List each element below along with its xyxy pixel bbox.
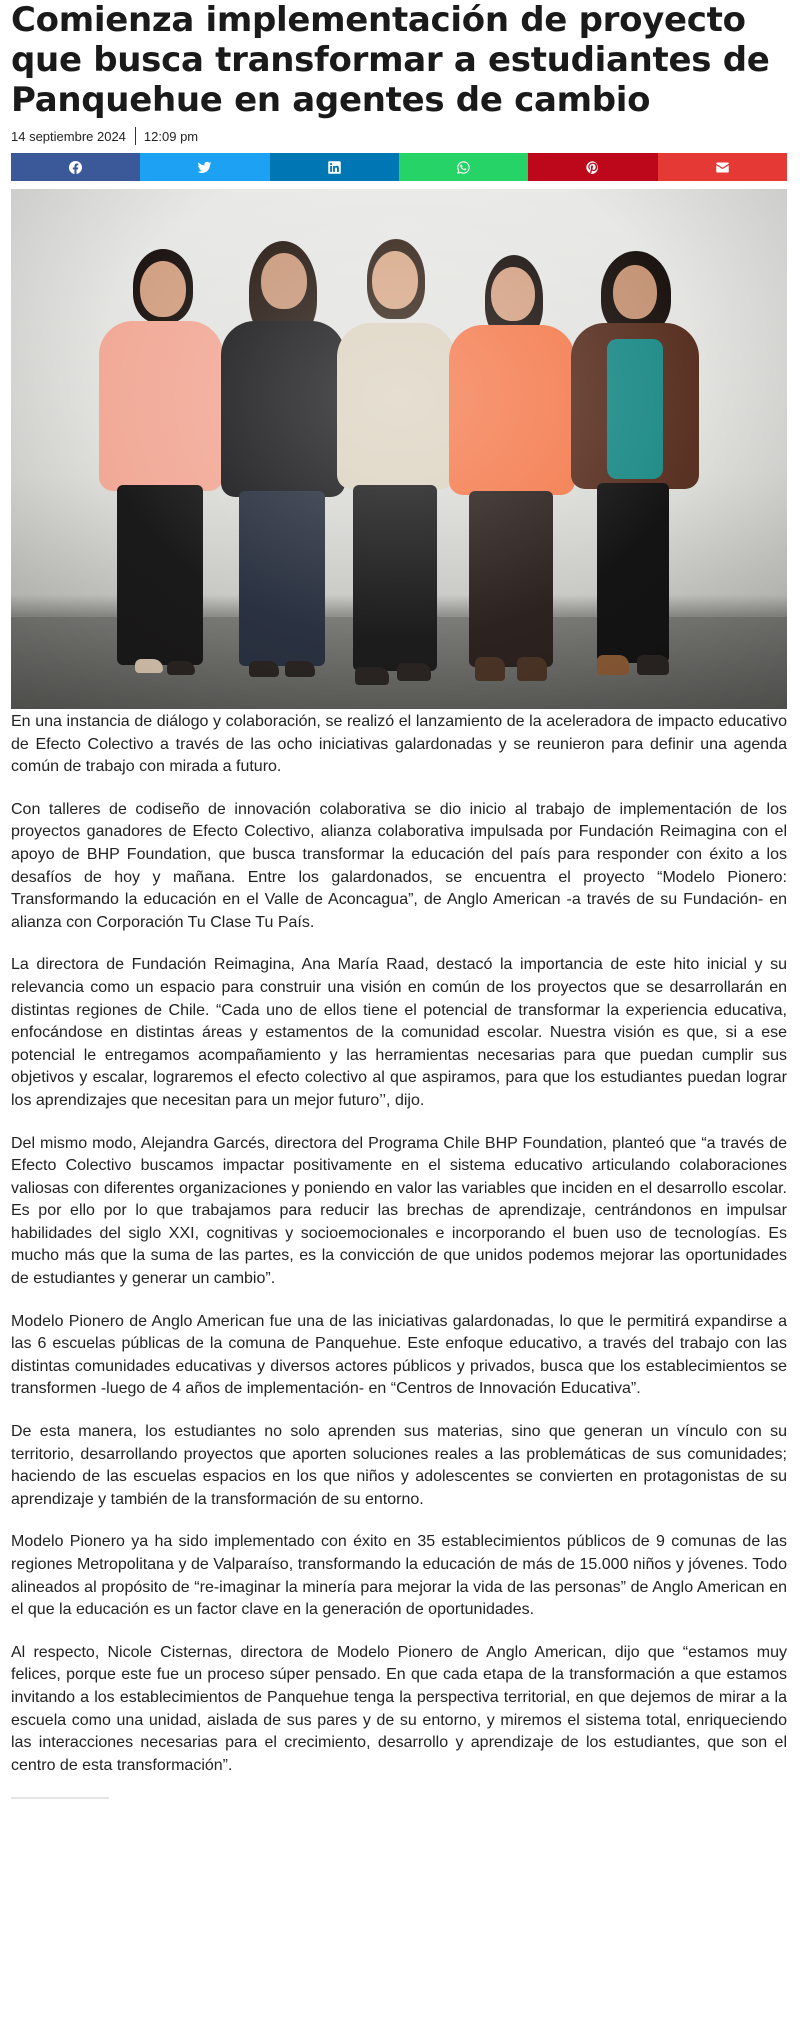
share-pinterest-button[interactable] — [528, 153, 657, 181]
twitter-icon — [197, 160, 212, 175]
share-linkedin-button[interactable] — [270, 153, 399, 181]
article — [11, 0, 787, 1799]
paragraph-2: Con talleres de codiseño de innovación colaborativa se dio inicio al trabajo de implementación de los proyectos ganadores de Efecto Colectivo, alianza colaborativa impulsada por Fundación Reimagina con el apoyo de BHP Foundation, que busca transformar la educación del país para responder con éxito a los desafíos de hoy y mañana. Entre los galardonados, se encuentra el proyecto “Modelo Pionero: Transformando la educación en el Valle de Aconcagua”, de Anglo American -a través de su Fundación- en alianza con Corporación Tu Clase Tu País. — [11, 800, 787, 931]
share-facebook-button[interactable] — [11, 153, 140, 181]
paragraph-7: Modelo Pionero ya ha sido implementado con éxito en 35 establecimientos públicos de 9 comunas de las regiones Metropolitana y de Valparaíso, transformando la educación de más de 15.000 niños y jóvenes. Todo alineados al propósito de “re-imaginar la minería para mejorar la vida de las personas” de Anglo American en el que la educación es un factor clave en la generación de oportunidades. — [11, 1533, 787, 1619]
publish-time: 12:09 pm — [143, 128, 199, 144]
article-end-divider — [11, 1797, 109, 1799]
paragraph-5: Modelo Pionero de Anglo American fue una de las iniciativas galardonadas, lo que le permitirá expandirse a las 6 escuelas públicas de la comuna de Panquehue. Este enfoque educativo, a través del trabajo con las distintas comunidades educativas y diversos actores públicos y privados, busca que los establecimientos se transformen -luego de 4 años de implementación- en “Centros de Innovación Educativa”. — [11, 1312, 787, 1398]
email-icon — [715, 160, 730, 175]
article-meta — [11, 127, 787, 145]
photo-vignette — [11, 189, 787, 709]
article-photo — [11, 189, 787, 709]
facebook-icon — [68, 160, 83, 175]
article-body — [11, 711, 787, 1777]
paragraph-1: En una instancia de diálogo y colaboración, se realizó el lanzamiento de la aceleradora de impacto educativo de Efecto Colectivo a través de las ocho iniciativas galardonadas y se reunieron para definir una agenda común de trabajo con mirada a futuro. — [11, 713, 787, 776]
pinterest-icon — [585, 160, 600, 175]
meta-divider — [135, 127, 136, 145]
linkedin-icon — [327, 160, 342, 175]
article-title: Comienza implementación de proyecto que busca transformar a estudiantes de Panquehue en agentes de cambio — [11, 0, 770, 120]
publish-date: 14 septiembre 2024 — [11, 128, 126, 144]
paragraph-4: Del mismo modo, Alejandra Garcés, directora del Programa Chile BHP Foundation, planteó que “a través de Efecto Colectivo buscamos impactar positivamente en el sistema educativo articulando colaboraciones valiosas con diferentes organizaciones y poniendo en valor las variables que inciden en el desarrollo escolar. Es por ello por lo que trabajamos para reducir las brechas de aprendizaje, centrándonos en impulsar habilidades del siglo XXI, cognitivas y socioemocionales e incorporando el buen uso de tecnologías. Es mucho más que la suma de las partes, es la convicción de que unidos podemos mejorar las oportunidades de estudiantes y generar un cambio”. — [11, 1134, 787, 1288]
paragraph-6: De esta manera, los estudiantes no solo aprenden sus materias, sino que generan un vínculo con su territorio, desarrollando proyectos que aporten soluciones reales a las problemáticas de sus comunidades; haciendo de las escuelas espacios en los que niños y adolescentes se convierten en protagonistas de su aprendizaje y también de la transformación de su entorno. — [11, 1423, 787, 1508]
paragraph-3: La directora de Fundación Reimagina, Ana María Raad, destacó la importancia de este hito inicial y su relevancia como un espacio para construir una visión en común de los proyectos que se desarrollarán en distintas regiones de Chile. “Cada uno de ellos tiene el potencial de transformar la experiencia educativa, enfocándose en distintas áreas y estamentos de la comunidad escolar. Nuestra visión es que, si a ese potencial le entregamos acompañamiento y las herramientas necesarias para que puedan cumplir sus objetivos y escalar, lograremos el efecto colectivo al que aspiramos, para que los estudiantes puedan lograr los aprendizajes que necesitan para un mejor futuro’’, dijo. — [11, 956, 787, 1109]
share-twitter-button[interactable] — [140, 153, 269, 181]
share-whatsapp-button[interactable] — [399, 153, 528, 181]
share-email-button[interactable] — [658, 153, 787, 181]
paragraph-8: Al respecto, Nicole Cisternas, directora de Modelo Pionero de Anglo American, dijo que “estamos muy felices, porque este fue un proceso súper pensado. En que cada etapa de la transformación a que estamos invitando a los establecimientos de Panquehue tenga la perspectiva territorial, en que dejemos de mirar a la escuela como una unidad, aislada de sus pares y de su entorno, y miremos el sistema total, enriqueciendo las interacciones necesarias para el crecimiento, desarrollo y aprendizaje de los estudiantes, que son el centro de esta transformación”. — [11, 1643, 787, 1774]
share-bar — [11, 153, 787, 181]
whatsapp-icon — [456, 160, 471, 175]
